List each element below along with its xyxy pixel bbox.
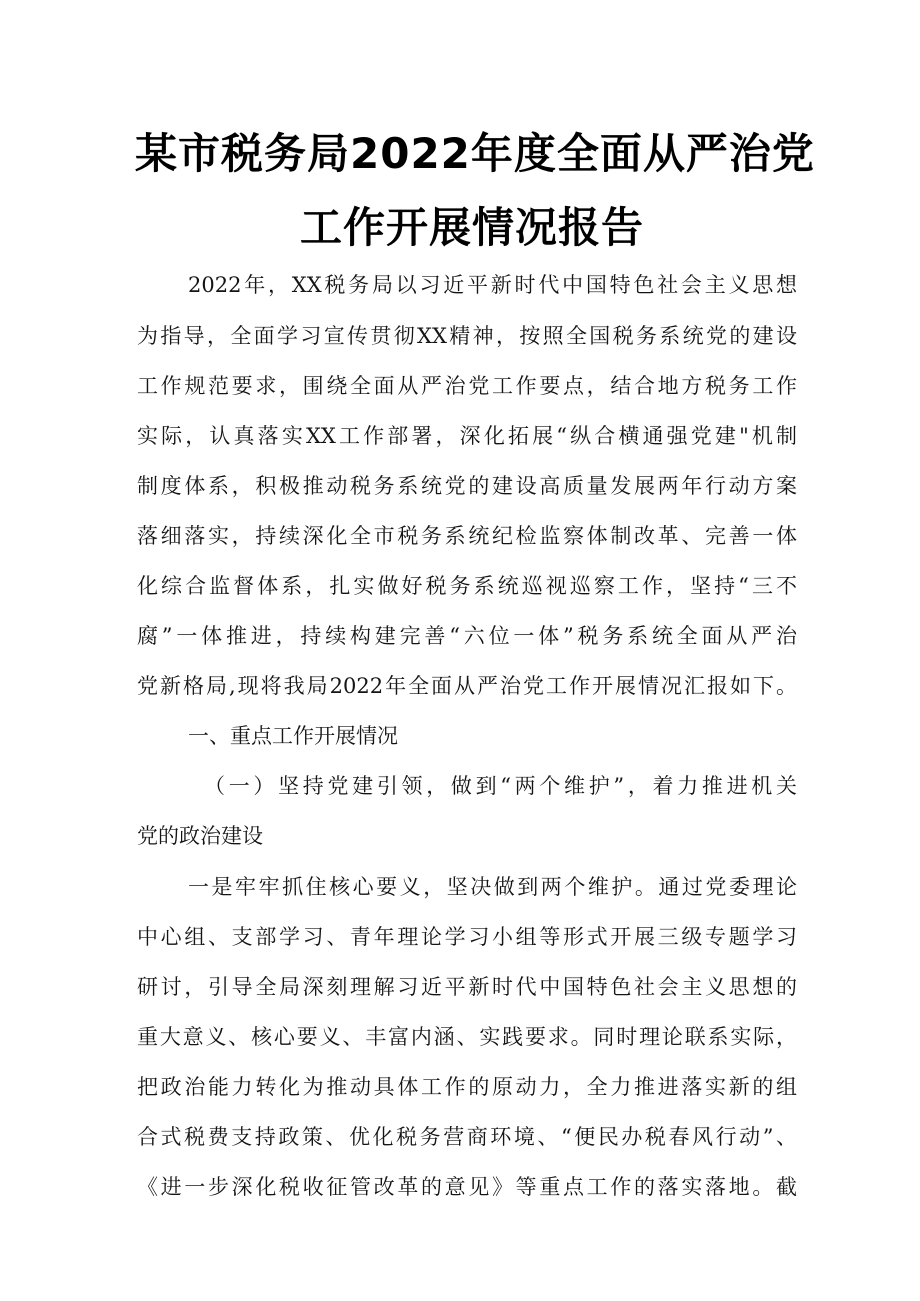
document-title-line-2: 工作开展情况报告 <box>300 203 645 252</box>
paragraph-line: 2022年，XX税务局以习近平新时代中国特色社会主义思想 <box>188 273 797 297</box>
paragraph-line: 腐”一体推进，持续构建完善“六位一体”税务系统全面从严治 <box>137 624 797 648</box>
paragraph-line: 重大意义、核心要义、丰富内涵、实践要求。同时理论联系实际， <box>137 1025 797 1049</box>
paragraph-line: 一是牢牢抓住核心要义，坚决做到两个维护。通过党委理论 <box>188 875 797 899</box>
paragraph-line: 研讨，引导全局深刻理解习近平新时代中国特色社会主义思想的 <box>137 975 797 999</box>
subsection-heading-line: （一）坚持党建引领，做到“两个维护”，着力推进机关 <box>204 774 797 798</box>
section-heading: 一、重点工作开展情况 <box>188 724 398 748</box>
paragraph-line: 合式税费支持政策、优化税务营商环境、“便民办税春风行动”、 <box>137 1125 797 1149</box>
paragraph-line: 把政治能力转化为推动具体工作的原动力，全力推进落实新的组 <box>137 1075 797 1099</box>
paragraph-line: 党新格局,现将我局2022年全面从严治党工作开展情况汇报如下。 <box>137 674 797 698</box>
document-title-line-1: 某市税务局2022年度全面从严治党 <box>135 129 815 178</box>
paragraph-line: 中心组、支部学习、青年理论学习小组等形式开展三级专题学习 <box>137 925 797 949</box>
paragraph-line: 实际，认真落实XX工作部署，深化拓展“纵合横通强党建"机制 <box>137 424 797 448</box>
subsection-heading-line: 党的政治建设 <box>137 824 263 848</box>
paragraph-line: 化综合监督体系，扎实做好税务系统巡视巡察工作，坚持“三不 <box>137 574 797 598</box>
paragraph-line: 落细落实，持续深化全市税务系统纪检监察体制改革、完善一体 <box>137 524 797 548</box>
paragraph-line: 《进一步深化税收征管改革的意见》等重点工作的落实落地。截 <box>137 1175 797 1199</box>
paragraph-line: 为指导，全面学习宣传贯彻XX精神，按照全国税务系统党的建设 <box>137 324 797 348</box>
paragraph-line: 工作规范要求，围绕全面从严治党工作要点，结合地方税务工作 <box>137 374 797 398</box>
paragraph-line: 制度体系，积极推动税务系统党的建设高质量发展两年行动方案 <box>137 474 797 498</box>
